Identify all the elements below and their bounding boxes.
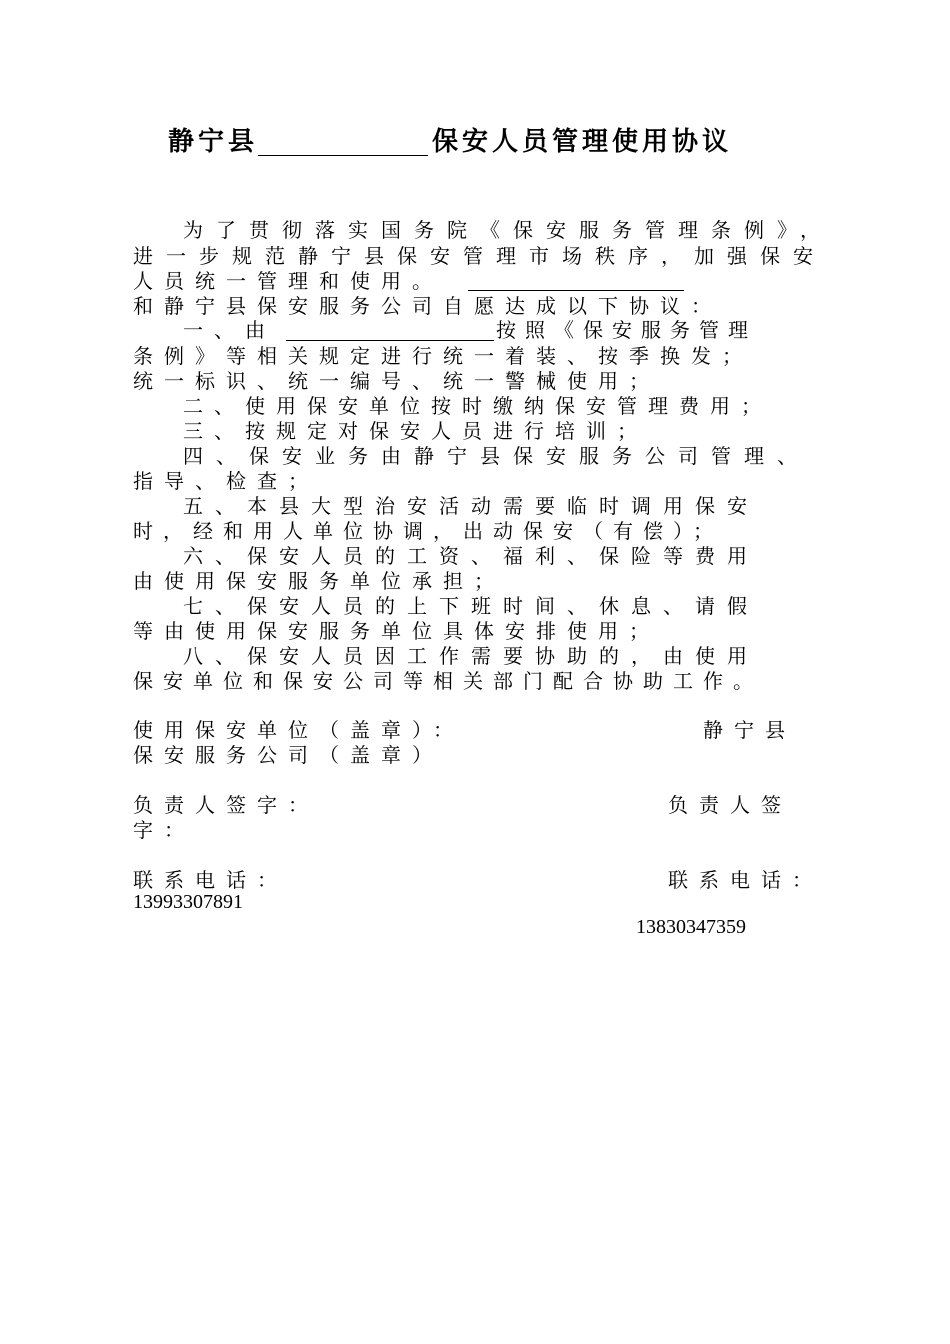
body-line: 进一步规范静宁县保安管理市场秩序，加强保安 [133,244,826,268]
title-suffix: 保安人员管理使用协议 [432,127,733,157]
sign-left-label: 负责人签字： [133,793,319,817]
blank-field [468,270,684,291]
phone-left-number: 13993307891 [133,891,243,913]
body-text: 人员统一管理和使用。 [133,269,443,293]
blank-field [286,320,494,341]
body-line: 等由使用保安服务单位具体安排使用； [133,619,660,643]
body-line: 按照《保安服务管理 [496,318,757,342]
body-line: 指导、检查； [133,469,319,493]
phone-right-number: 13830347359 [636,916,746,938]
phone-right-label: 联系电话： [668,868,823,892]
phone-left-label: 联系电话： [133,868,288,892]
body-line [133,269,443,293]
body-line: 时，经和用人单位协调，出动保安（有偿）； [133,519,723,543]
body-line: 和静宁县保安服务公司自愿达成以下协议： [133,294,722,318]
body-line: 八、保安人员因工作需要协助的，由使用 [183,644,759,668]
title-prefix: 静宁县 [168,127,259,157]
body-line: 保安单位和保安公司等相关部门配合协助工作。 [133,669,763,693]
seal-right-label: 静宁县 [703,718,796,742]
body-line: 六、保安人员的工资、福利、保险等费用 [183,544,759,568]
body-line [183,318,276,342]
body-text: 一、由 [183,318,276,342]
title-blank-field [258,125,428,156]
seal-right-label-cont: 保安服务公司（盖章） [133,743,443,767]
body-line: 七、保安人员的上下班时间、休息、请假 [183,594,759,618]
body-line: 条例》等相关规定进行统一着装、按季换发； [133,344,753,368]
document-title [168,122,732,162]
sign-right-label: 负责人签 [668,793,792,817]
body-line: 四、保安业务由静宁县保安服务公司管理、 [183,444,810,468]
body-line: 为了贯彻落实国务院《保安服务管理条例》， [183,218,833,242]
body-line: 五、本县大型治安活动需要临时调用保安 [183,494,759,518]
sign-right-label-cont: 字： [133,818,195,842]
body-line: 二、使用保安单位按时缴纳保安管理费用； [183,394,772,418]
body-line: 由使用保安服务单位承担； [133,569,505,593]
body-line: 统一标识、统一编号、统一警械使用； [133,369,660,393]
seal-left-label: 使用保安单位（盖章）： [133,718,464,742]
body-line: 三、按规定对保安人员进行培训； [183,419,648,443]
